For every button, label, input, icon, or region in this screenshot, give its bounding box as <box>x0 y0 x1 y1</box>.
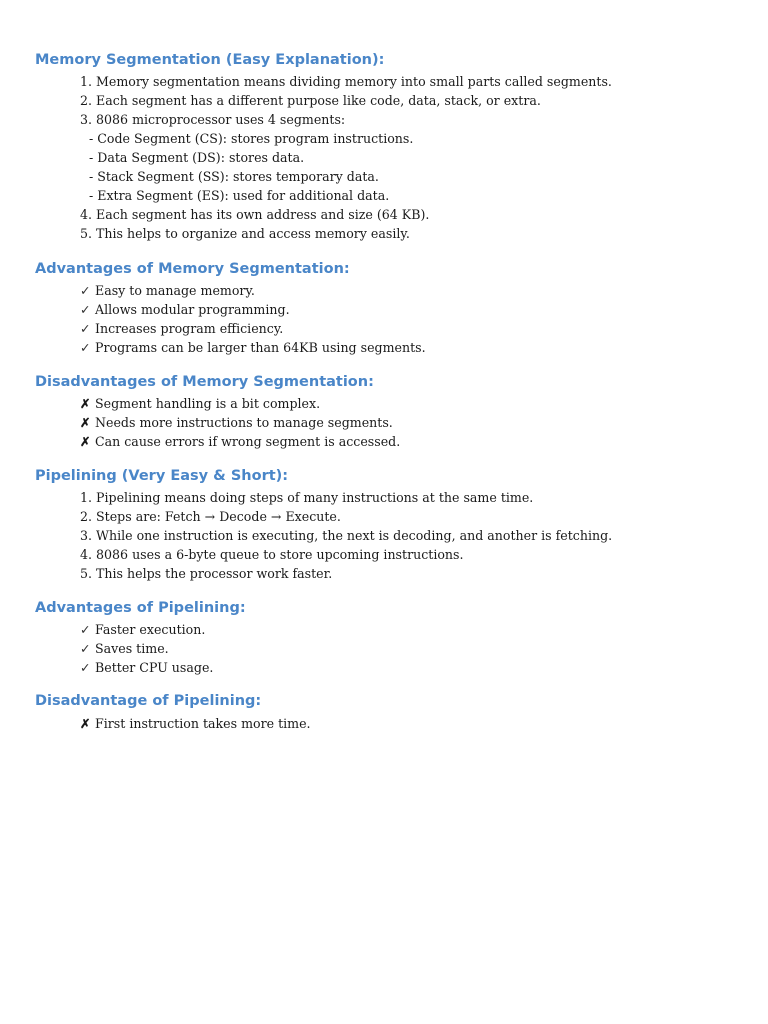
list-item <box>35 394 735 413</box>
list-item: 1. Pipelining means doing steps of many instructions at the same time. <box>80 490 534 505</box>
check-icon: ✓ <box>80 622 91 637</box>
list-item <box>35 714 735 733</box>
section-pipelining <box>35 466 735 583</box>
section-heading: Advantages of Pipelining: <box>35 600 246 616</box>
check-icon: ✓ <box>80 340 91 355</box>
cross-list <box>35 394 735 451</box>
list-item: 3. 8086 microprocessor uses 4 segments: <box>80 112 346 127</box>
section-heading: Advantages of Memory Segmentation: <box>35 261 350 277</box>
list-item-text: Segment handling is a bit complex. <box>95 396 321 411</box>
checklist <box>35 281 735 357</box>
cross-icon: ✗ <box>80 434 91 449</box>
numbered-list <box>35 72 735 243</box>
sub-list-item: - Code Segment (CS): stores program instructions. <box>89 131 414 146</box>
numbered-list <box>35 488 735 583</box>
list-item-text: Better CPU usage. <box>95 660 214 675</box>
list-item-text: Can cause errors if wrong segment is accessed. <box>95 434 401 449</box>
section-advantages-pipelining <box>35 598 735 677</box>
list-item <box>35 300 735 319</box>
list-item-text: Easy to manage memory. <box>95 283 255 298</box>
sub-list-item: - Stack Segment (SS): stores temporary data. <box>89 169 379 184</box>
list-item-text: Increases program efficiency. <box>95 321 284 336</box>
list-item-text: Faster execution. <box>95 622 206 637</box>
list-item: 2. Steps are: Fetch → Decode → Execute. <box>80 509 341 524</box>
list-item: 5. This helps the processor work faster. <box>80 566 333 581</box>
list-item: 1. Memory segmentation means dividing memory into small parts called segments. <box>80 74 612 89</box>
check-icon: ✓ <box>80 283 91 298</box>
check-icon: ✓ <box>80 641 91 656</box>
list-item <box>35 658 735 677</box>
cross-list <box>35 714 735 733</box>
section-heading: Disadvantages of Memory Segmentation: <box>35 374 374 390</box>
section-memory-segmentation <box>35 50 735 243</box>
checklist <box>35 620 735 677</box>
cross-icon: ✗ <box>80 415 91 430</box>
section-advantages-memory-segmentation <box>35 259 735 357</box>
list-item: 3. While one instruction is executing, the next is decoding, and another is fetching. <box>80 528 613 543</box>
list-item-text: Programs can be larger than 64KB using segments. <box>95 340 426 355</box>
cross-icon: ✗ <box>80 716 91 731</box>
sub-list-item: - Extra Segment (ES): used for additional data. <box>89 188 390 203</box>
list-item <box>35 319 735 338</box>
list-item: 5. This helps to organize and access memory easily. <box>80 226 410 241</box>
check-icon: ✓ <box>80 302 91 317</box>
list-item <box>35 620 735 639</box>
section-disadvantage-pipelining <box>35 691 735 733</box>
list-item: 4. 8086 uses a 6-byte queue to store upcoming instructions. <box>80 547 464 562</box>
section-heading: Pipelining (Very Easy & Short): <box>35 468 289 484</box>
section-heading: Memory Segmentation (Easy Explanation): <box>35 52 385 68</box>
check-icon: ✓ <box>80 321 91 336</box>
section-heading: Disadvantage of Pipelining: <box>35 693 262 709</box>
list-item <box>35 281 735 300</box>
list-item: 2. Each segment has a different purpose like code, data, stack, or extra. <box>80 93 541 108</box>
list-item <box>35 639 735 658</box>
check-icon: ✓ <box>80 660 91 675</box>
cross-icon: ✗ <box>80 396 91 411</box>
list-item <box>35 338 735 357</box>
list-item-text: Needs more instructions to manage segments. <box>95 415 393 430</box>
list-item-text: Saves time. <box>95 641 169 656</box>
list-item: 4. Each segment has its own address and size (64 KB). <box>80 207 430 222</box>
section-disadvantages-memory-segmentation <box>35 372 735 451</box>
list-item-text: First instruction takes more time. <box>95 716 311 731</box>
list-item <box>35 413 735 432</box>
list-item <box>35 432 735 451</box>
sub-list-item: - Data Segment (DS): stores data. <box>89 150 305 165</box>
list-item-text: Allows modular programming. <box>95 302 290 317</box>
